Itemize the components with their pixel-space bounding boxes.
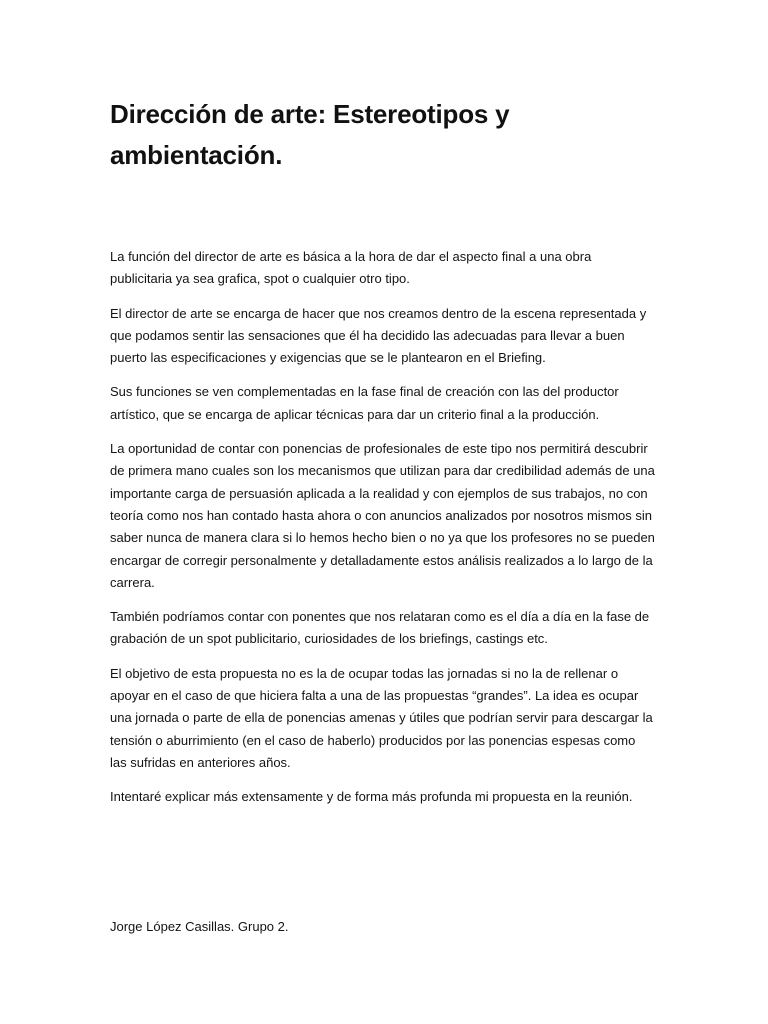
paragraph-4: La oportunidad de contar con ponencias de profesionales de este tipo nos permitirá descubrir de primera mano cuales son los mecanismos que utilizan para dar credibilidad además de una importante carga de persuasión aplicada a la realidad y con ejemplos de sus trabajos, no con teoría como nos han contado hasta ahora o con anuncios analizados por nosotros mismos sin saber nunca de manera clara si lo hemos hecho bien o no ya que los profesores no se pueden encargar de corregir personalmente y detalladamente estos análisis realizados a lo largo de la carrera. [110, 441, 655, 590]
document-body [110, 246, 655, 821]
paragraph-3: Sus funciones se ven complementadas en la fase final de creación con las del productor artístico, que se encarga de aplicar técnicas para dar un criterio final a la producción. [110, 384, 619, 422]
paragraph-7: Intentaré explicar más extensamente y de forma más profunda mi propuesta en la reunión. [110, 789, 633, 805]
paragraph-6: El objetivo de esta propuesta no es la de ocupar todas las jornadas si no la de rellenar o apoyar en el caso de que hiciera falta a una de las propuestas “grandes”. La idea es ocupar una jornada o parte de ella de ponencias amenas y útiles que podrían servir para descargar la tensión o aburrimiento (en el caso de haberlo) producidos por las ponencias espesas como las sufridas en anteriores años. [110, 665, 653, 770]
paragraph-5: También podríamos contar con ponentes que nos relataran como es el día a día en la fase de grabación de un spot publicitario, curiosidades de los briefings, castings etc. [110, 609, 650, 647]
author-signature: Jorge López Casillas. Grupo 2. [110, 919, 289, 934]
paragraph-1: La función del director de arte es básica a la hora de dar el aspecto final a una obra publicitaria ya sea grafica, spot o cualquier otro tipo. [110, 249, 592, 287]
document-title: Dirección de arte: Estereotipos y ambientación. [110, 99, 510, 170]
paragraph-2: El director de arte se encarga de hacer que nos creamos dentro de la escena representada y que podamos sentir las sensaciones que él ha decidido las adecuadas para llevar a buen puerto las especificaciones y exigencias que se le plantearon en el Briefing. [110, 305, 647, 366]
